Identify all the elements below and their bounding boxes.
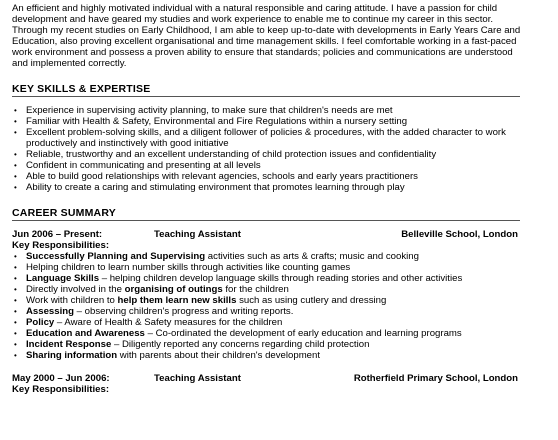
bullet-icon: • — [14, 318, 17, 327]
bullet-icon: • — [14, 183, 17, 192]
skill-item — [12, 127, 523, 149]
skills-divider — [12, 96, 520, 97]
skill-text: Able to build good relationships with relevant agencies, schools and early years practitioners — [26, 171, 418, 182]
skills-list — [12, 105, 540, 193]
bullet-icon: • — [14, 117, 17, 126]
responsibility-item — [12, 350, 523, 361]
skill-item — [12, 149, 523, 160]
responsibility-text: – Co-ordinated the development of early education and learning programs — [144, 328, 462, 339]
responsibility-text: – observing children's progress and writing reports. — [74, 306, 294, 317]
responsibility-keyword: help them learn new skills — [117, 295, 237, 306]
responsibility-item — [12, 262, 523, 273]
skill-text: Reliable, trustworthy and an excellent understanding of child protection issues and confidentiality — [26, 149, 437, 160]
responsibility-text: for the children — [222, 284, 289, 295]
job-1-title: Teaching Assistant — [154, 229, 241, 240]
skills-heading: KEY SKILLS & EXPERTISE — [12, 83, 151, 95]
job-2-header — [12, 373, 518, 384]
skill-item — [12, 105, 523, 116]
skill-item — [12, 116, 523, 127]
responsibility-text: Directly involved in the — [26, 284, 125, 295]
responsibility-item — [12, 273, 523, 284]
bullet-icon: • — [14, 296, 17, 305]
bullet-icon: • — [14, 329, 17, 338]
job-2-responsibilities-label: Key Responsibilities: — [12, 384, 110, 395]
responsibility-keyword: organising of outings — [124, 284, 223, 295]
skill-item — [12, 182, 523, 193]
skill-text: Confident in communicating and presenting at all levels — [26, 160, 261, 171]
career-heading: CAREER SUMMARY — [12, 207, 116, 219]
responsibility-item — [12, 251, 523, 262]
bullet-icon: • — [14, 128, 17, 137]
responsibility-text: such as using cutlery and dressing — [236, 295, 387, 306]
job-1-responsibilities-label: Key Responsibilities: — [12, 240, 110, 251]
bullet-icon: • — [14, 150, 17, 159]
job-1-employer: Belleville School, London — [401, 229, 518, 240]
responsibility-keyword: Assessing — [26, 306, 74, 317]
responsibility-keyword: Incident Response — [26, 339, 112, 350]
responsibility-keyword: Successfully Planning and Supervising — [26, 251, 206, 262]
skill-text: Experience in supervising activity planning, to make sure that children's needs are met — [26, 105, 393, 116]
job-2-date: May 2000 – Jun 2006: — [12, 373, 110, 384]
skill-text: Ability to create a caring and stimulating environment that promotes learning through play — [26, 182, 405, 193]
bullet-icon: • — [14, 340, 17, 349]
skill-item — [12, 160, 523, 171]
profile-summary: An efficient and highly motivated individual with a natural responsible and caring attitude. I have a passion for child development and have geared my studies and work experience to enable me to continue my career in this sector. Through my recent studies on Early Childhood, I am able to keep up-to-date with developments in Early Years Care and Education, also proving excellent organisational and time management skills. I feel comfortable working in a fast-paced work environment and possess a proven ability to ensure that standards; policies and communications are understood and implemented correctly. — [12, 3, 521, 69]
skill-text: Excellent problem-solving skills, and a diligent follower of policies & procedures, with the added character to work productively and instinctively with good initiative — [26, 127, 506, 149]
job-2-title: Teaching Assistant — [154, 373, 241, 384]
responsibility-item — [12, 295, 523, 306]
responsibility-item — [12, 328, 523, 339]
responsibility-text: Helping children to learn number skills through activities like counting games — [26, 262, 351, 273]
job-2-employer: Rotherfield Primary School, London — [353, 373, 518, 384]
responsibility-text: – Aware of Health & Safety measures for the children — [54, 317, 283, 328]
responsibility-text: – Diligently reported any concerns regarding child protection — [111, 339, 370, 350]
responsibility-keyword: Language Skills — [26, 273, 100, 284]
responsibility-item — [12, 306, 523, 317]
responsibility-text: – helping children develop language skills through reading stories and other activities — [99, 273, 463, 284]
bullet-icon: • — [14, 106, 17, 115]
bullet-icon: • — [14, 351, 17, 360]
job-1-header — [12, 229, 518, 240]
responsibility-text: Work with children to — [26, 295, 118, 306]
responsibility-item — [12, 339, 523, 350]
bullet-icon: • — [14, 274, 17, 283]
bullet-icon: • — [14, 307, 17, 316]
responsibility-keyword: Sharing information — [26, 350, 118, 361]
responsibility-item — [12, 284, 523, 295]
responsibility-keyword: Education and Awareness — [26, 328, 145, 339]
bullet-icon: • — [14, 172, 17, 181]
responsibility-text: activities such as arts & crafts; music and cooking — [205, 251, 419, 262]
resume-page — [12, 3, 540, 395]
bullet-icon: • — [14, 161, 17, 170]
bullet-icon: • — [14, 263, 17, 272]
bullet-icon: • — [14, 285, 17, 294]
skill-text: Familiar with Health & Safety, Environmental and Fire Regulations within a nursery setting — [26, 116, 408, 127]
bullet-icon: • — [14, 252, 17, 261]
responsibility-text: with parents about their children's development — [117, 350, 321, 361]
job-1-responsibilities — [12, 251, 540, 361]
skill-item — [12, 171, 523, 182]
responsibility-keyword: Policy — [26, 317, 55, 328]
responsibility-item — [12, 317, 523, 328]
job-1-date: Jun 2006 – Present: — [12, 229, 103, 240]
